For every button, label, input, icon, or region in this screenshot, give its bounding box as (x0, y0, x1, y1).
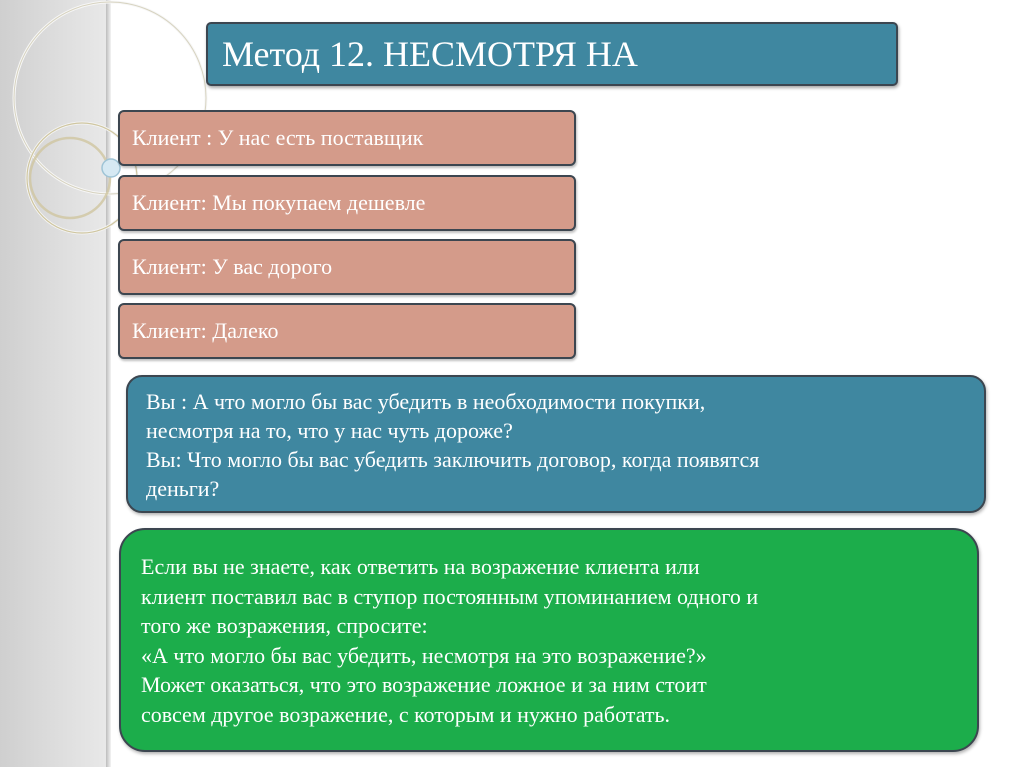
advice-note-box (119, 528, 979, 752)
reply-line: несмотря на то, что у нас чуть дороже? (146, 418, 513, 443)
reply-line: Вы : А что могло бы вас убедить в необходимости покупки, (146, 389, 706, 414)
reply-line: Вы: Что могло бы вас убедить заключить договор, когда появятся (146, 447, 760, 472)
client-objection-expensive: Клиент: У вас дорого (118, 239, 576, 295)
reply-line: деньги? (146, 476, 220, 501)
note-line: клиент поставил вас в ступор постоянным упоминанием одного и (141, 583, 759, 609)
client-objection-cheaper: Клиент: Мы покупаем дешевле (118, 175, 576, 231)
note-line: Может оказаться, что это возражение ложное и за ним стоит (141, 672, 707, 697)
note-line: Если вы не знаете, как ответить на возражение клиента или (141, 554, 700, 579)
slide-title: Метод 12. НЕСМОТРЯ НА (206, 22, 898, 86)
note-line: совсем другое возражение, с которым и нужно работать. (141, 701, 671, 727)
seller-reply-box (126, 375, 986, 513)
note-line: «А что могло бы вас убедить, несмотря на это возражение?» (141, 642, 707, 668)
client-objection-far: Клиент: Далеко (118, 303, 576, 359)
note-line: того же возражения, спросите: (141, 613, 428, 638)
client-objection-supplier: Клиент : У нас есть поставщик (118, 110, 576, 166)
